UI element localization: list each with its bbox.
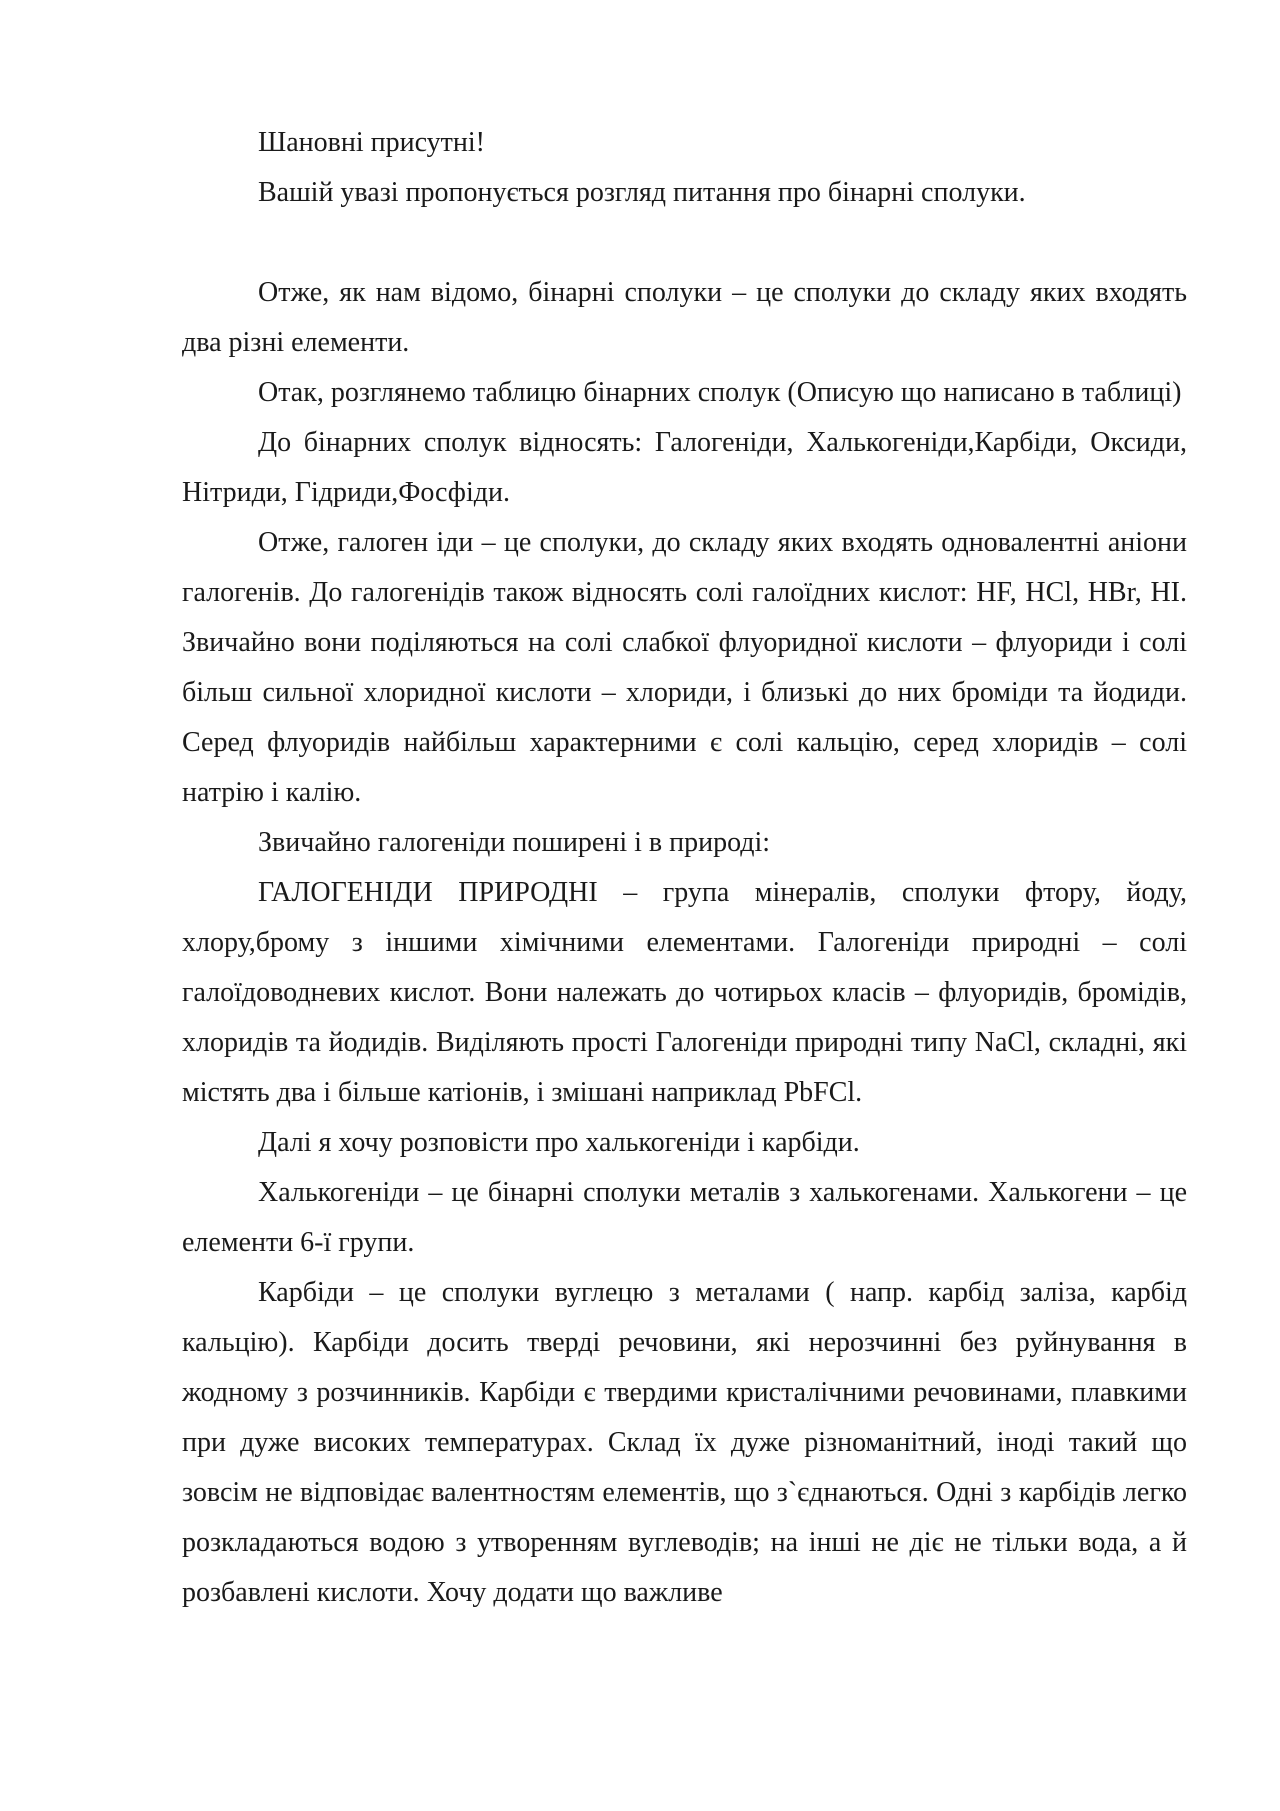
classes-paragraph: До бінарних сполук відносять: Галогеніди, Халькогеніди,Карбіди, Оксиди, Нітриди, Гідриди,Фосфіди. <box>182 427 1187 508</box>
chalcogenides-paragraph: Халькогеніди – це бінарні сполуки металів з халькогенами. Халькогени – це елементи 6-ї групи. <box>182 1177 1187 1258</box>
natural-halides-paragraph: ГАЛОГЕНІДИ ПРИРОДНІ – група мінералів, сполуки фтору, йоду, хлору,брому з іншими хімічними елементами. Галогеніди природні – солі галоїдоводневих кислот. Вони належать до чотирьох класів – флуоридів, бромідів, хлоридів та йодидів. Виділяють прості Галогеніди природні типу NaCl, складні, які містять два і більше катіонів, і змішані наприклад PbFCl. <box>182 877 1187 1108</box>
greeting-paragraph: Шановні присутні! <box>258 127 485 158</box>
binary-definition-paragraph: Отже, як нам відомо, бінарні сполуки – це сполуки до складу яких входять два різні елементи. <box>182 277 1187 358</box>
halides-paragraph: Отже, галоген іди – це сполуки, до складу яких входять одновалентні аніони галогенів. До галогенідів також відносять солі галоїдних кислот: HF, HCl, HBr, HI. Звичайно вони поділяються на солі слабкої флуоридної кислоти – флуориди і солі більш сильної хлоридної кислоти – хлориди, і близькі до них броміди та йодиди. Серед флуоридів найбільш характерними є солі кальцію, серед хлоридів – солі натрію і калію. <box>182 527 1187 808</box>
next-topic-paragraph: Далі я хочу розповісти про халькогеніди і карбіди. <box>258 1127 860 1158</box>
table-paragraph: Отак, розглянемо таблицю бінарних сполук (Описую що написано в таблиці) <box>258 377 1182 408</box>
intro-paragraph: Вашій увазі пропонується розгляд питання про бінарні сполуки. <box>258 177 1026 208</box>
document-body <box>182 118 1187 1618</box>
halides-nature-paragraph: Звичайно галогеніди поширені і в природі: <box>258 827 771 858</box>
carbides-paragraph: Карбіди – це сполуки вуглецю з металами ( напр. карбід заліза, карбід кальцію). Карбіди досить тверді речовини, які нерозчинні без руйнування в жодному з розчинників. Карбіди є твердими кристалічними речовинами, плавкими при дуже високих температурах. Склад їх дуже різноманітний, іноді такий що зовсім не відповідає валентностям елементів, що з`єднаються. Одні з карбідів легко розкладаються водою з утворенням вуглеводів; на інші не діє не тільки вода, а й розбавлені кислоти. Хочу додати що важливе <box>182 1277 1187 1608</box>
